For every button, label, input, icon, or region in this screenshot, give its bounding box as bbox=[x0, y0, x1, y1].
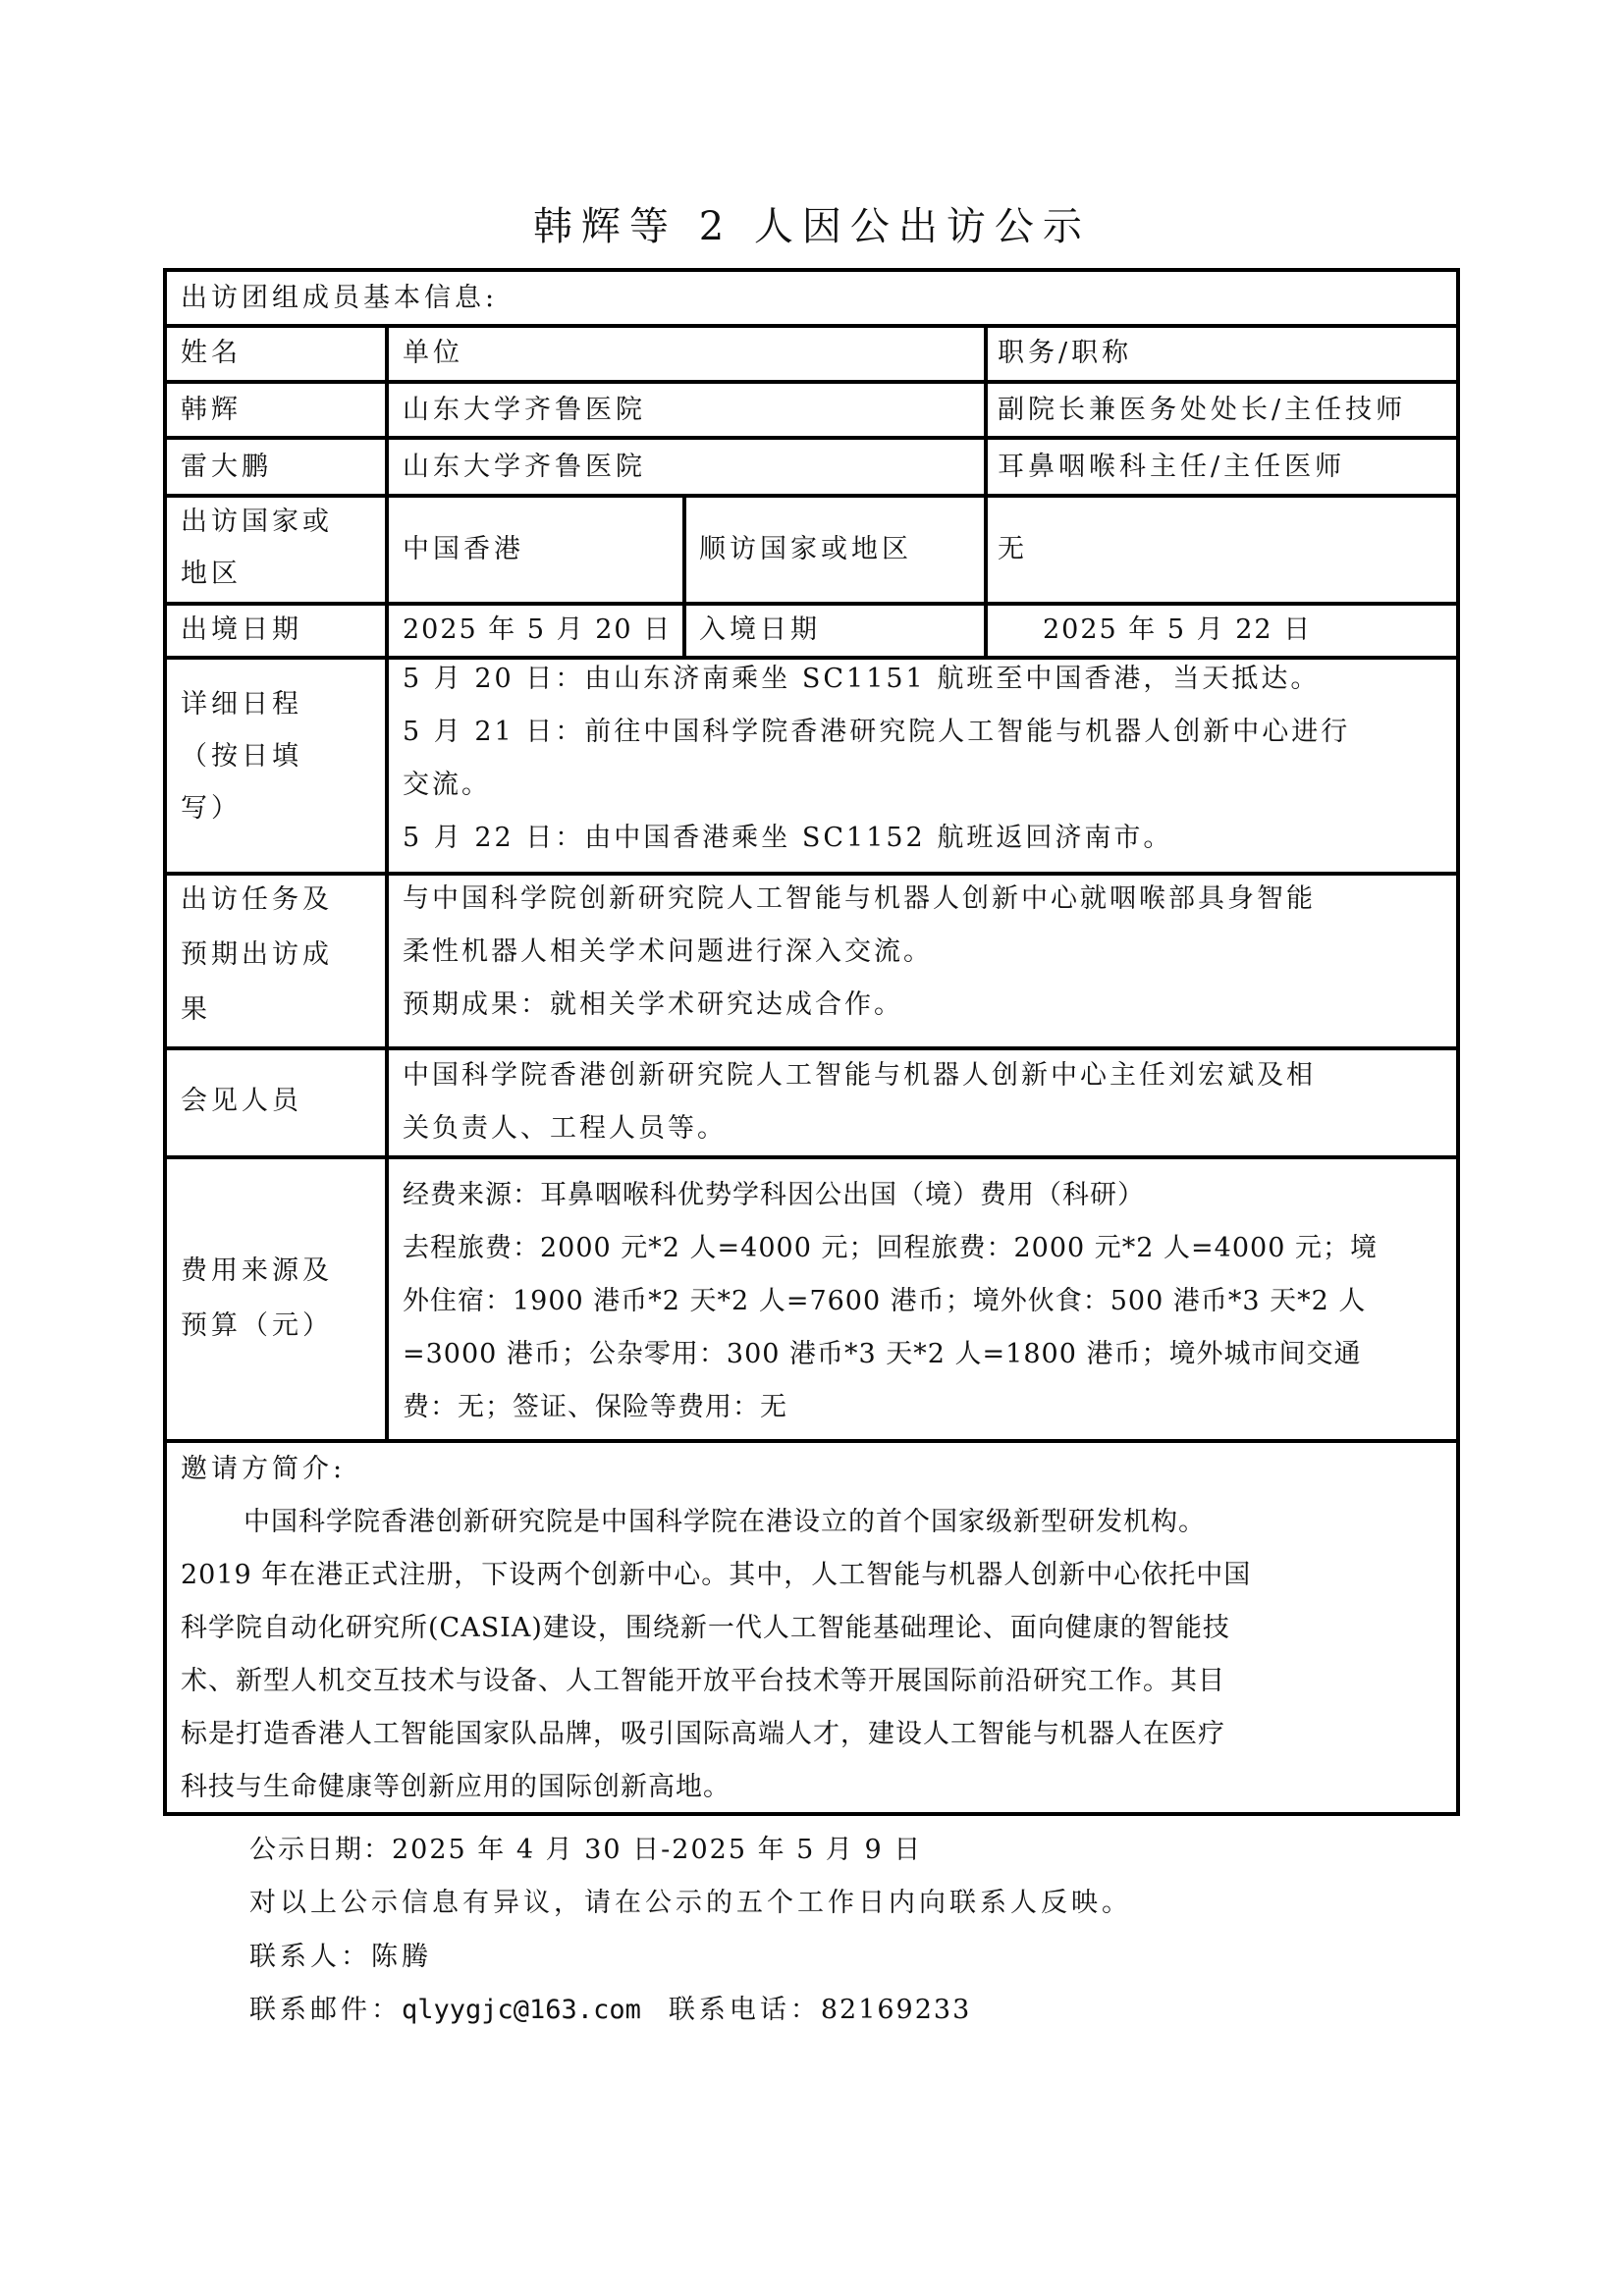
transit-label: 顺访国家或地区 bbox=[699, 534, 912, 564]
header-name: 姓名 bbox=[181, 338, 242, 368]
schedule-content bbox=[403, 653, 1350, 865]
inviter-line: 中国科学院香港创新研究院是中国科学院在港设立的首个国家级新型研发机构。 bbox=[244, 1507, 1206, 1537]
transit-value: 无 bbox=[998, 534, 1028, 564]
column-divider bbox=[984, 324, 988, 498]
inviter-line: 2019 年在港正式注册，下设两个创新中心。其中，人工智能与机器人创新中心依托中国 bbox=[181, 1560, 1252, 1590]
meeting-line: 关负责人、工程人员等。 bbox=[403, 1113, 727, 1144]
mission-content bbox=[403, 873, 1316, 1032]
budget-label bbox=[181, 1244, 333, 1354]
publicity-period: 公示日期：2025 年 4 月 30 日-2025 年 5 月 9 日 bbox=[249, 1835, 923, 1865]
meeting-content bbox=[403, 1049, 1316, 1155]
contact-email-label: 联系邮件： bbox=[249, 1995, 402, 2025]
mission-label-line: 预期出访成 bbox=[181, 939, 333, 970]
budget-content bbox=[403, 1169, 1378, 1434]
destination-value: 中国香港 bbox=[403, 534, 524, 564]
meeting-line: 中国科学院香港创新研究院人工智能与机器人创新中心主任刘宏斌及相 bbox=[403, 1060, 1316, 1091]
schedule-label-line: 详细日程 bbox=[181, 689, 302, 720]
page-title: 韩辉等 2 人因公出访公示 bbox=[533, 204, 1091, 249]
member-unit: 山东大学齐鲁医院 bbox=[403, 395, 646, 425]
member-name: 韩辉 bbox=[181, 395, 242, 425]
inviter-line: 标是打造香港人工智能国家队品牌，吸引国际高端人才，建设人工智能与机器人在医疗 bbox=[181, 1719, 1225, 1749]
objection-note: 对以上公示信息有异议，请在公示的五个工作日内向联系人反映。 bbox=[249, 1888, 1132, 1918]
inviter-line: 科技与生命健康等创新应用的国际创新高地。 bbox=[181, 1772, 731, 1802]
exit-date-label: 出境日期 bbox=[181, 614, 302, 645]
schedule-line: 5 月 22 日：由中国香港乘坐 SC1152 航班返回济南市。 bbox=[403, 823, 1173, 853]
row-divider bbox=[167, 1155, 1456, 1159]
header-unit: 单位 bbox=[403, 338, 463, 368]
schedule-line: 交流。 bbox=[403, 770, 491, 800]
destination-label-line: 地区 bbox=[181, 559, 242, 589]
destination-label-line: 出访国家或 bbox=[181, 507, 333, 537]
contact-phone-label: 联系电话： bbox=[668, 1995, 821, 2025]
mission-label-line: 出访任务及 bbox=[181, 884, 333, 915]
schedule-line: 5 月 20 日：由山东济南乘坐 SC1151 航班至中国香港，当天抵达。 bbox=[403, 664, 1321, 694]
row-divider bbox=[167, 494, 1456, 498]
destination-label bbox=[181, 496, 333, 600]
column-divider bbox=[385, 324, 389, 1443]
budget-line: 经费来源：耳鼻咽喉科优势学科因公出国（境）费用（科研） bbox=[403, 1180, 1145, 1210]
mission-line: 与中国科学院创新研究院人工智能与机器人创新中心就咽喉部具身智能 bbox=[403, 883, 1316, 914]
schedule-line: 5 月 21 日：前往中国科学院香港研究院人工智能与机器人创新中心进行 bbox=[403, 717, 1351, 747]
visit-info-table bbox=[163, 268, 1460, 1816]
budget-label-line: 预算（元） bbox=[181, 1310, 333, 1341]
mission-line: 预期成果：就相关学术研究达成合作。 bbox=[403, 989, 903, 1020]
budget-line: 外住宿：1900 港币*2 天*2 人=7600 港币；境外伙食：500 港币*3 天*2 人 bbox=[403, 1286, 1367, 1316]
contact-line bbox=[249, 1984, 971, 2037]
inviter-line: 科学院自动化研究所(CASIA)建设，围绕新一代人工智能基础理论、面向健康的智能技 bbox=[181, 1613, 1230, 1643]
meeting-label: 会见人员 bbox=[181, 1086, 302, 1116]
contact-email-link[interactable]: qlyygjc@163.com bbox=[402, 1995, 641, 2025]
column-divider bbox=[984, 494, 988, 660]
row-divider bbox=[167, 1439, 1456, 1443]
entry-date-value: 2025 年 5 月 22 日 bbox=[1043, 614, 1313, 645]
inviter-line: 术、新型人机交互技术与设备、人工智能开放平台技术等开展国际前沿研究工作。其目 bbox=[181, 1666, 1225, 1696]
contact-person: 联系人：陈腾 bbox=[249, 1942, 432, 1972]
budget-line: =3000 港币；公杂零用：300 港币*3 天*2 人=1800 港币；境外城市间交通 bbox=[403, 1339, 1362, 1369]
header-position: 职务/职称 bbox=[998, 338, 1133, 368]
mission-line: 柔性机器人相关学术问题进行深入交流。 bbox=[403, 936, 933, 967]
entry-date-label: 入境日期 bbox=[699, 614, 821, 645]
budget-line: 费：无；签证、保险等费用：无 bbox=[403, 1392, 787, 1422]
mission-label-line: 果 bbox=[181, 994, 211, 1025]
inviter-label: 邀请方简介: bbox=[181, 1454, 347, 1484]
schedule-label-line: 写） bbox=[181, 793, 242, 824]
member-name: 雷大鹏 bbox=[181, 452, 272, 482]
schedule-label-line: （按日填 bbox=[181, 741, 302, 772]
schedule-label bbox=[181, 678, 302, 834]
mission-label bbox=[181, 873, 333, 1038]
member-position: 副院长兼医务处处长/主任技师 bbox=[998, 395, 1407, 425]
column-divider bbox=[682, 494, 686, 660]
budget-label-line: 费用来源及 bbox=[181, 1255, 333, 1286]
contact-phone: 82169233 bbox=[820, 1995, 972, 2025]
exit-date-value: 2025 年 5 月 20 日 bbox=[403, 614, 673, 645]
section-header: 出访团组成员基本信息: bbox=[181, 283, 499, 313]
budget-line: 去程旅费：2000 元*2 人=4000 元；回程旅费：2000 元*2 人=4000 元；境 bbox=[403, 1233, 1378, 1263]
member-unit: 山东大学齐鲁医院 bbox=[403, 452, 646, 482]
inviter-content bbox=[181, 1496, 1251, 1814]
member-position: 耳鼻咽喉科主任/主任医师 bbox=[998, 452, 1346, 482]
